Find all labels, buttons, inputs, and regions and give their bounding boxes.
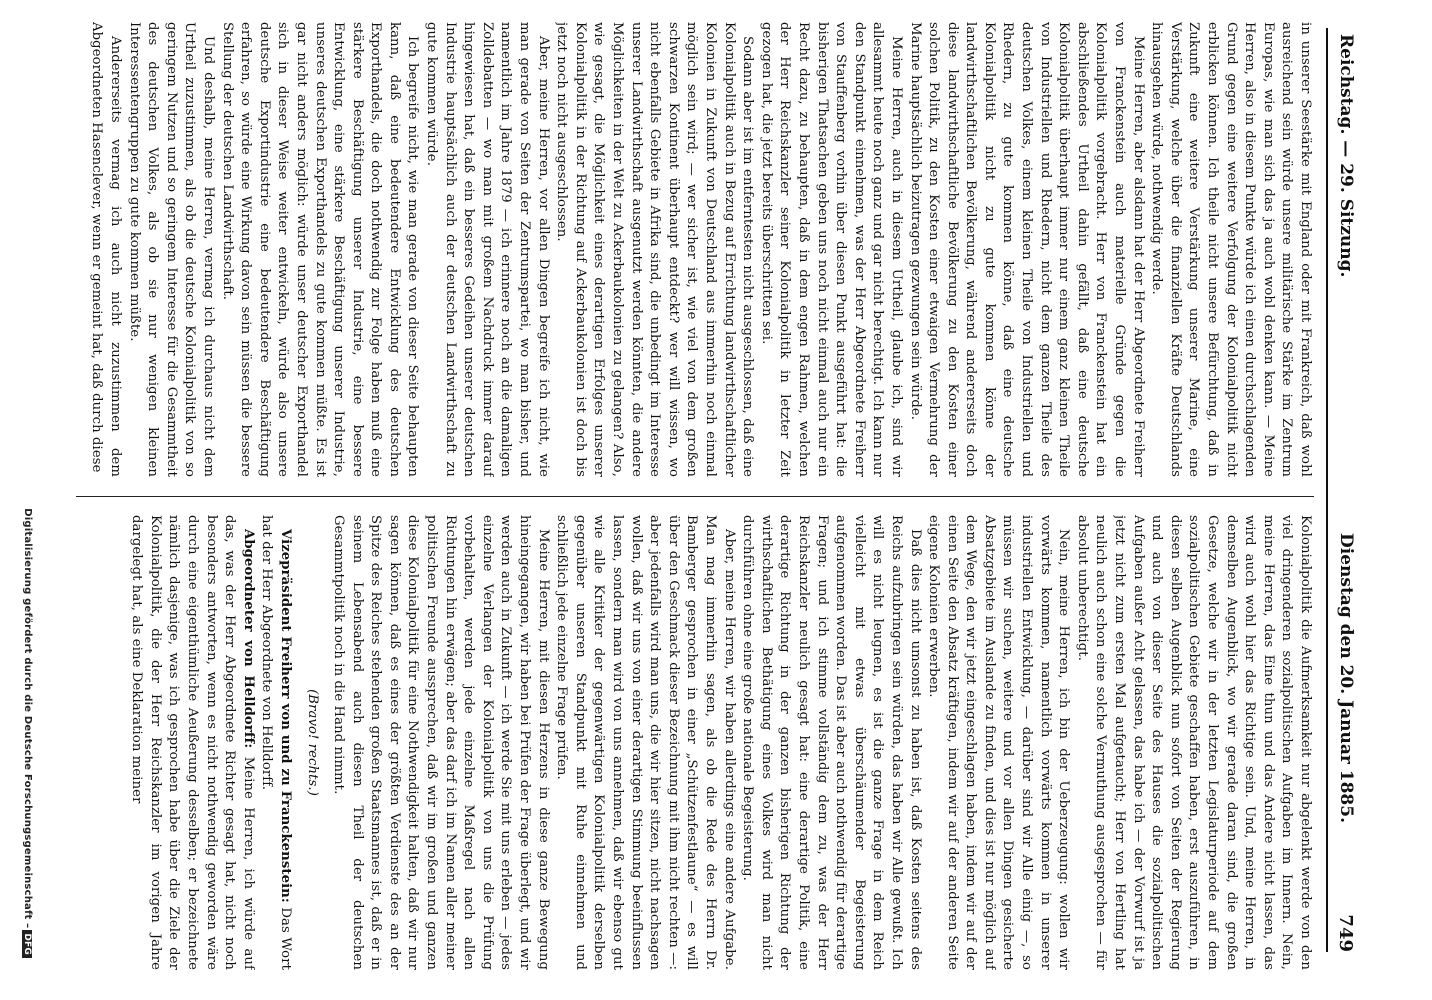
vice-president-speaker: Vizepräsident Freiherr von und zu Franckenstein: bbox=[277, 529, 293, 903]
header-date: Dienstag den 20. Januar 1885. bbox=[1336, 533, 1356, 823]
right-paragraph: Kolonialpolitik die Aufmerksamkeit nur abgelenkt werde von den viel dringenderen sozialpolitischen Aufgaben im Innern. Nein, meine Herren, das Eine thun und das Andere nicht lassen, das wird auch wohl hier das Richtige sein. Und, meine Herren, in demselben Augenblick, wo wir gerade daran sind, die großen Gesetze, welche wir in der letzten Legislaturperiode auf dem sozialpolitischen Gebiete geschaffen haben, erst auszuführen, in diesen selben Augenblick nun sofort von Seiten der Regierung und auch von dieser Seite des Hauses die sozialpolitischen Aufgaben außer Acht gelassen, das habe ich — der Vorwurf ist ja jetzt nicht zum ersten Mal aufgetaucht; Herr von Hertling hat neulich auch schon eine solche Vermuthung ausgesprochen — für absolut unberechtigt. bbox=[1074, 515, 1313, 970]
left-paragraph: Andererseits vermag ich auch nicht zuzustimmen dem Abgeordneten Hasenclever, wenn er gemeint hat, daß durch diese bbox=[89, 22, 123, 477]
left-paragraph: Sodann aber ist im entferntesten nicht ausgeschlossen, daß eine Kolonialpolitik auch in Bezug auf Errichtung landwirthschaftlicher Kolonien in Zukunft von Deutschland aus immerhin noch einmal möglich sein wird; — wer sicher ist, wie viel von dem großen schwarzen Kontinent überhaupt entdeckt? wer will wissen, wo nicht ebenfalls Gebiete in Afrika sind, die unbedingt im Interesse unserer Landwirthschaft ausgenutzt werden könnten, die andere Möglichkeiten in der Welt zu Ackerbaukolonien zu gelangen? Also, wie gesagt, die Möglichkeit eines derartigen Erfolges unserer Kolonialpolitik in der Richtung auf Ackerbaukolonien ist doch bis jetzt noch nicht ausgeschlossen. bbox=[554, 22, 756, 477]
dfg-logo: DFG bbox=[22, 930, 32, 958]
left-paragraph: Ich begreife nicht, wie man gerade von dieser Seite behaupten kann, daß eine bedeutendere Entwicklung des deutschen Exporthandels, die doch nothwendig zur Folge haben muß eine stärkere Beschäftigung unserer Industrie, eine bessere Entwicklung, eine stärkere Beschäftigung unserer Industrie, unseres deutschen Exporthandels zu gute kommen müßte. Es ist gar nicht anders möglich: würde unser deutscher Exporthandel sich in dieser Weise weiter entwickeln, würde also unsere deutsche Exportindustrie eine bedeutendere Beschäftigung erfahren, so würde eine Wirkung davon sein müssen die bessere Stellung der deutschen Landwirthschaft. bbox=[219, 22, 421, 477]
left-paragraph: in unserer Seestärke mit England oder mit Frankreich, daß wohl ausreichend sein würde unsere militärische Stärke im Zentrum Europas, wie man sich das ja auch wohl denken kann. — Meine Herren, also in diesem Punkte würde ich einen durchschlagenden Grund gegen eine weitere Verfolgung der Kolonialpolitik nicht erblicken können. Ich theile nicht unsere Befürchtung, daß in Zukunft eine weitere Verstärkung unserer Marine, eine Verstärkung, welche über die finanziellen Kräfte Deutschlands hinausgehen würde, nothwendig werde. bbox=[1149, 22, 1313, 477]
digitization-credit bbox=[22, 508, 33, 958]
right-paragraph: Aber, meine Herren, wir haben allerdings eine andere Aufgabe. Man mag immerhin sagen, als ob die Rede des Herrn Dr. Bamberger gesprochen in einer „Schützenfestlaune“ — es will über den Geschmack dieser Bezeichnung mit ihm nicht rechten —: aber jedenfalls wird man uns, die wir hier sitzen, nicht nachsagen wollen, daß wir uns von einer derartigen Stimmung beeinflussen lassen, sondern man wird von uns annehmen, daß wir ebenso gut wie alle Kritiker der gegenwärtigen Kolonialpolitik derselben gegenüber unseren Standpunkt mit Ruhe einnehmen und schließlich jede einzelne Frage prüfen. bbox=[554, 515, 737, 970]
column-divider bbox=[76, 496, 1314, 497]
left-paragraph: Und deshalb, meine Herren, vermag ich durchaus nicht dem Urtheil zuzustimmen, als ob die deutsche Kolonialpolitik von so geringem Nutzen und so geringem Interesse für die Gesammtheit des deutschen Volkes, als ob sie nur wenigen kleinen Interessentengruppen zu gute kommen müßte. bbox=[126, 22, 216, 477]
right-column bbox=[76, 515, 1314, 970]
vice-president-paragraph bbox=[257, 515, 294, 970]
digitization-credit-text: Digitalisierung gefördert durch die Deutsche Forschungsgemeinschaft – bbox=[22, 508, 33, 929]
helldorff-speaker: Abgeordneter von Helldorff: bbox=[240, 529, 256, 749]
right-paragraph: Nein, meine Herren, ich bin der Ueberzeugung: wollen wir vorwärts kommen, namentlich vorwärts kommen in unserer industriellen Entwicklung, — darüber sind wir Alle einig —, so müssen wir suchen, weitere und vor allen Dingen gesicherte Absatzgebiete im Auslande zu finden, und dies ist nur möglich auf dem Wege, den wir jetzt eingeschlagen haben, indem wir auf der einen Seite den Absatz kräftigen, indem wir auf der anderen Seite eigene Kolonien erwerben. bbox=[926, 515, 1072, 970]
right-paragraph: Daß dies nicht umsonst zu haben ist, daß Kosten seitens des Reichs aufzubringen sein würden, das haben wir Alle gewußt. Ich will es nicht leugnen, es ist die ganze Frage in dem Reich vielleicht mit etwas überschäumender Begeisterung aufgenommen worden. Das ist aber auch nothwendig für derartige Fragen; und ich stimme vollständig dem zu, was der Herr Reichskanzler neulich gesagt hat: eine derartige Politik, eine derartige Richtung in der ganzen bisherigen Richtung der wirthschaftlichen Bethätigung eines Volkes wird man nicht durchführen ohne eine große nationale Begeisterung. bbox=[740, 515, 923, 970]
header-session-title: Reichstag. — 29. Sitzung. bbox=[1336, 34, 1356, 278]
page-number: 749 bbox=[1335, 914, 1356, 952]
right-paragraph: Meine Herren, mit diesen Herzens in diese ganze Bewegung hineingegangen, wir haben bei Prüfen der Frage überlegt, und wir werden auch in Zukunft — ich werde Sie mit uns erleben — jedes einzelne Verlangen der Kolonialpolitik von uns die Prüfung vorbehalten, werden jede einzelne Maßregel nach allen Richtungen hin erwägen; aber das darf ich im Namen aller meiner politischen Freunde aussprechen, daß wir im großen und ganzen diese Kolonialpolitik für eine Nothwendigkeit halten, daß wir nur sagen können, daß es eines der größten Verdienste des an der Spitze des Reiches stehenden großen Staatsmannes ist, daß er in seinem Lebensabend auch diesen Theil der deutschen Gesammtpolitik noch in die Hand nimmt. bbox=[331, 515, 551, 970]
left-paragraph: Aber, meine Herren, vor allen Dingen begreife ich nicht, wie man gerade von Seiten der Zentrumspartei, wo man bisher, und namentlich im Jahre 1879 — ich erinnere noch an die damaligen Zolldebatten — wo man mit großem Nachdruck immer darauf hingewiesen hat, daß ein besseres Gedeihen unserer deutschen Industrie hauptsächlich auch der deutschen Landwirthschaft zu gute kommen würde. bbox=[424, 22, 551, 477]
helldorff-paragraph bbox=[127, 515, 257, 970]
applause-note: (Bravo! rechts.) bbox=[304, 689, 320, 796]
left-column bbox=[76, 22, 1314, 477]
page-header bbox=[1328, 28, 1362, 952]
header-rule bbox=[1326, 28, 1328, 952]
left-paragraph: Meine Herren, auch in diesem Urtheil, glaube ich, sind wir allesammt heute noch ganz und gar nicht berechtigt. Ich kann nur den Standpunkt einnehmen, was der Herr Abgeordnete Freiherr von Stauffenberg vorhin über diesen Punkt ausgeführt hat: die bisherigen Thatsachen geben uns noch nicht einmal auch nur ein Recht dazu, zu behaupten, daß in dem engen Rahmen, welchen der Herr Reichskanzler seiner Kolonialpolitik in letzter Zeit gezogen hat, die jetzt bereits überschritten sei. bbox=[758, 22, 904, 477]
left-paragraph: Meine Herren, aber alsdann hat der Herr Abgeordnete Freiherr von Franckenstein auch materielle Gründe gegen die Kolonialpolitik vorgebracht. Herr von Franckenstein hat ein abschließendes Urtheil dahin gefällt, daß eine deutsche Kolonialpolitik überhaupt immer nur einem ganz kleinen Theile von Industriellen und Rhedern, nicht dem ganzen Theile des deutschen Volkes, einem kleinen Theile von Industriellen und Rhedern, zu gute kommen könne, daß eine deutsche Kolonialpolitik nicht zu gute kommen könne der landwirthschaftlichen Bevölkerung, während andererseits doch diese landwirthschaftliche Bevölkerung zu den Kosten einer solchen Politik, zu den Kosten einer etwaigen Vermehrung der Marine hauptsächlich beizutragen gezwungen sein würde. bbox=[907, 22, 1146, 477]
vice-president-text: Das Wort hat der Herr Abgeordnete von Helldorff. bbox=[259, 515, 293, 970]
helldorff-text: Meine Herren, ich würde auf das, was der Herr Abgeordnete Richter gesagt hat, nicht noch besonders antworten, wenn es nicht nothwendig geworden wäre durch eine eigenthümliche Aeußerung desselben; er bezeichnete nämlich dasjenige, was ich gesprochen habe über die Ziele der Kolonialpolitik, die der Herr Reichskanzler im vorigen Jahre dargelegt hat, als eine Deklaration meiner bbox=[129, 515, 256, 970]
